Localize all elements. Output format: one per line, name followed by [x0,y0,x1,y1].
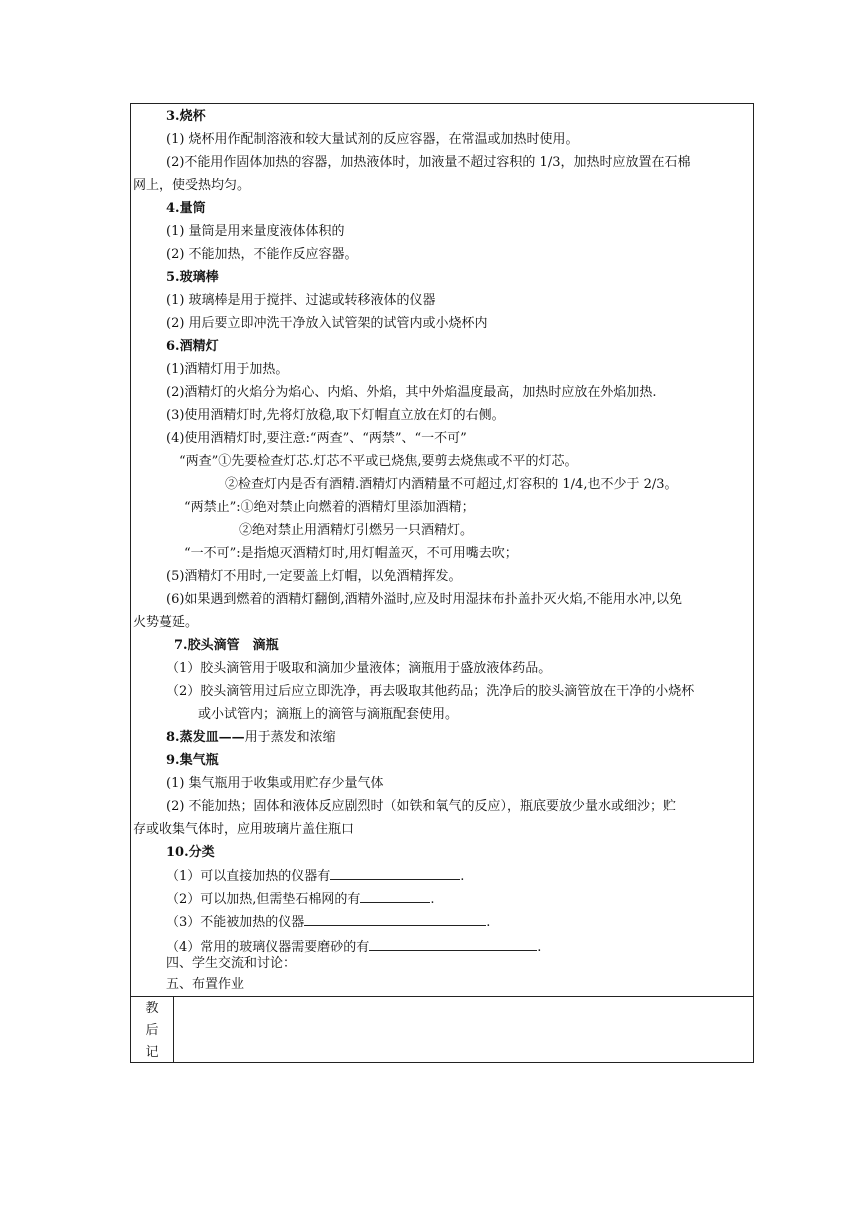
lesson-plan-table [130,103,754,1063]
classify-q2-text: （2）可以加热,但需垫石棉网的有 [166,892,361,907]
lamp-two-bans-2: ②绝对禁止用酒精灯引燃另一只酒精灯。 [239,523,474,538]
dropper-point-2-cont: 或小试管内；滴瓶上的滴管与滴瓶配套使用。 [198,707,459,722]
answer-blank-2[interactable] [360,889,430,903]
gasjar-point-2: (2) 不能加热；固体和液体反应剧烈时（如铁和氧气的反应），瓶底要放少量水或细沙；贮 [166,799,677,814]
classify-question-2 [166,889,435,910]
dish-text: 用于蒸发和浓缩 [244,730,336,745]
lamp-point-4: (4)使用酒精灯时,要注意:“两查”、“两禁”、“一不可” [166,431,467,446]
beaker-point-2-cont: 网上，使受热均匀。 [133,178,251,193]
content-cell [131,104,753,996]
classify-question-3 [166,912,490,933]
classify-q1-text: （1）可以直接加热的仪器有 [166,869,331,884]
lamp-point-1: (1)酒精灯用于加热。 [166,362,289,377]
section-heading-dish: 8.蒸发皿—— [166,730,245,745]
rod-point-1: (1) 玻璃棒是用于搅拌、过滤或转移液体的仪器 [166,293,436,308]
classify-q4-end: . [537,940,542,955]
answer-blank-4[interactable] [369,937,537,951]
label-char-1: 教 [145,1001,159,1016]
classify-q2-end: . [430,892,435,907]
section-heading-rod: 5.玻璃棒 [166,270,219,285]
after-class-notes-label [131,998,173,1064]
lamp-two-bans-1: “两禁止”:①绝对禁止向燃着的酒精灯里添加酒精； [184,500,475,515]
classify-q3-end: . [486,915,491,930]
lamp-two-checks-2: ②检查灯内是否有酒精.酒精灯内酒精量不可超过,灯容积的 1/4,也不少于 2/3。 [225,477,678,492]
cylinder-point-2: (2) 不能加热，不能作反应容器。 [166,247,358,262]
section-heading-dropper: 7.胶头滴管 滴瓶 [174,638,279,653]
lamp-one-never: “一不可”:是指熄灭酒精灯时,用灯帽盖灭，不可用嘴去吹； [184,546,518,561]
section-heading-gasjar: 9.集气瓶 [166,753,219,768]
classify-q1-end: . [460,869,465,884]
label-char-2: 后 [145,1023,159,1038]
lamp-two-checks-1: “两查”①先要检查灯芯.灯芯不平或已烧焦,要剪去烧焦或不平的灯芯。 [179,454,578,469]
section-heading-classify: 10.分类 [166,845,215,860]
dropper-point-2: （2）胶头滴管用过后应立即洗净，再去吸取其他药品；洗净后的胶头滴管放在干净的小烧杯 [166,684,695,699]
after-class-notes-field[interactable] [174,997,753,1062]
answer-blank-3[interactable] [304,912,486,926]
section-heading-lamp: 6.酒精灯 [166,339,219,354]
classify-q3-text: （3）不能被加热的仪器 [166,915,305,930]
dish-line [166,728,336,748]
classify-q4-text: （4）常用的玻璃仪器需要磨砂的有 [166,940,370,955]
lamp-point-2: (2)酒精灯的火焰分为焰心、内焰、外焰，其中外焰温度最高，加热时应放在外焰加热. [166,385,657,400]
section-heading-cylinder: 4.量筒 [166,201,206,216]
lamp-point-5: (5)酒精灯不用时,一定要盖上灯帽，以免酒精挥发。 [166,569,462,584]
classify-question-1 [166,866,464,887]
lamp-point-6: (6)如果遇到燃着的酒精灯翻倒,酒精外溢时,应及时用湿抹布扑盖扑灭火焰,不能用水冲,以免 [166,592,682,607]
rod-point-2: (2) 用后要立即冲洗干净放入试管架的试管内或小烧杯内 [166,316,488,331]
dropper-point-1: （1）胶头滴管用于吸取和滴加少量液体；滴瓶用于盛放液体药品。 [166,661,552,676]
gasjar-point-2-cont: 存或收集气体时，应用玻璃片盖住瓶口 [133,822,355,837]
section-heading-beaker: 3.烧杯 [166,109,206,124]
lamp-point-3: (3)使用酒精灯时,先将灯放稳,取下灯帽直立放在灯的右侧。 [166,408,505,423]
beaker-point-1: (1) 烧杯用作配制溶液和较大量试剂的反应容器，在常温或加热时使用。 [166,132,579,147]
label-char-3: 记 [145,1045,159,1060]
gasjar-point-1: (1) 集气瓶用于收集或用贮存少量气体 [166,776,384,791]
lamp-point-6-cont: 火势蔓延。 [133,615,199,630]
section-five-homework: 五、布置作业 [166,977,245,992]
section-four-discussion: 四、学生交流和讨论： [166,956,297,971]
cylinder-point-1: (1) 量筒是用来量度液体体积的 [166,224,345,239]
beaker-point-2: (2)不能用作固体加热的容器，加热液体时，加液量不超过容积的 1/3，加热时应放置在石棉 [166,155,691,170]
answer-blank-1[interactable] [330,866,460,880]
